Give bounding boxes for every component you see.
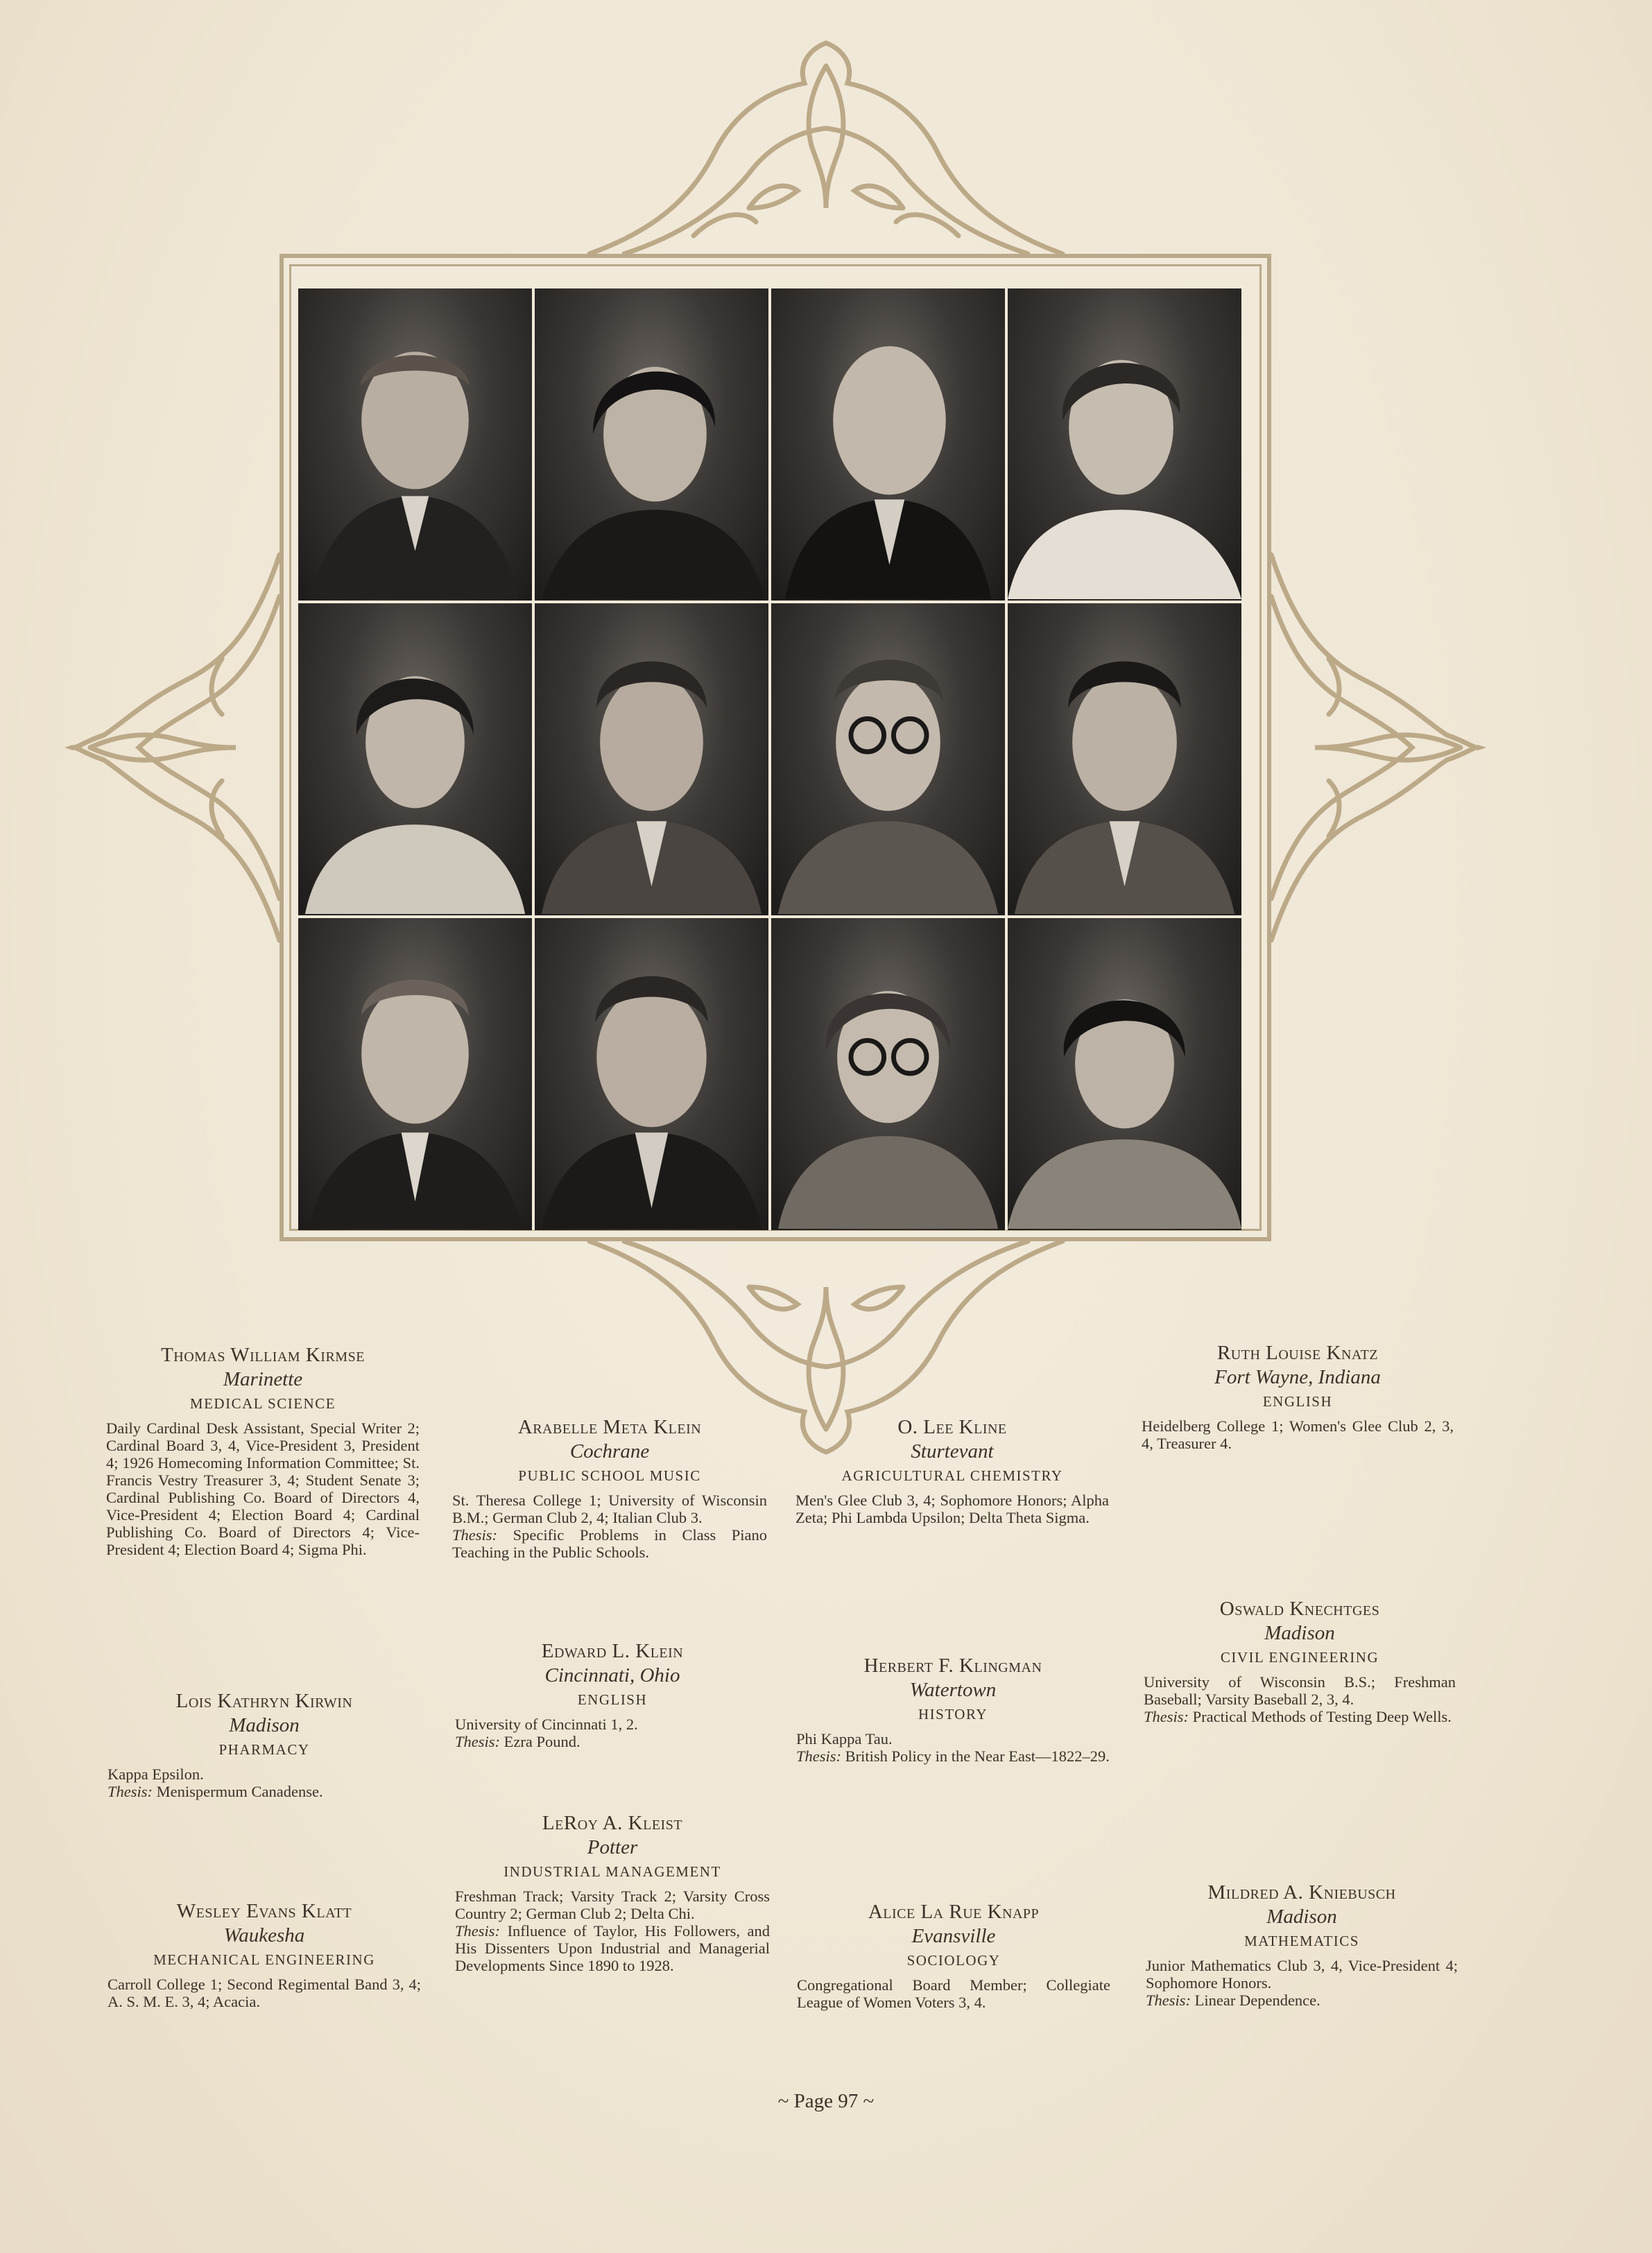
student-name: Arabelle Meta Klein <box>517 1416 702 1438</box>
activities: Kappa Epsilon. Thesis: Menispermum Canadense. <box>107 1766 323 1800</box>
student-name: Thomas William Kirmse <box>161 1344 365 1366</box>
entry-klatt <box>107 1900 421 2010</box>
portrait-figure <box>771 603 1005 915</box>
activities: St. Theresa College 1; University of Wisconsin B.M.; German Club 2, 4; Italian Club 3. Thesis: Specific Problems in Class Piano Teaching in the Public Schools. <box>452 1492 768 1561</box>
portrait-photo-12 <box>1008 918 1241 1230</box>
department: MEDICAL SCIENCE <box>189 1395 336 1412</box>
entry-kniebusch <box>1146 1881 1458 2009</box>
entry-knechtges <box>1144 1598 1456 1725</box>
hometown: Waukesha <box>223 1924 305 1946</box>
student-name: Alice La Rue Knapp <box>868 1901 1040 1923</box>
entry-kirwin <box>107 1690 421 1800</box>
hometown: Watertown <box>909 1679 997 1701</box>
activities: Men's Glee Club 3, 4; Sophomore Honors; Alpha Zeta; Phi Lambda Upsilon; Delta Theta Sigma. <box>795 1492 1109 1526</box>
student-name: Ruth Louise Knatz <box>1216 1342 1379 1364</box>
student-name: Mildred A. Kniebusch <box>1207 1881 1396 1904</box>
department: SOCIOLOGY <box>906 1952 1001 1969</box>
entry-knapp <box>797 1901 1110 2011</box>
department: MECHANICAL ENGINEERING <box>153 1951 375 1968</box>
portrait-figure <box>771 288 1005 601</box>
portrait-photo-10 <box>535 918 768 1230</box>
department: HISTORY <box>918 1706 988 1723</box>
hometown: Cincinnati, Ohio <box>544 1664 680 1686</box>
portrait-photo-9 <box>298 918 532 1230</box>
student-name: Herbert F. Klingman <box>863 1655 1042 1677</box>
entry-klein-e <box>455 1640 770 1750</box>
department: CIVIL ENGINEERING <box>1220 1649 1379 1666</box>
entry-knatz <box>1142 1342 1454 1452</box>
entry-kleist <box>455 1812 770 1974</box>
student-name: O. Lee Kline <box>897 1416 1007 1438</box>
department: PUBLIC SCHOOL MUSIC <box>518 1467 701 1484</box>
student-name: Lois Kathryn Kirwin <box>175 1690 353 1712</box>
department: MATHEMATICS <box>1244 1933 1359 1949</box>
entry-klingman <box>796 1655 1110 1765</box>
activities: Freshman Track; Varsity Track 2; Varsity Cross Country 2; German Club 2; Delta Chi. Thesis: Influence of Taylor, His Followers, and His Dissenters Upon Industrial and Managerial Developments Since 1890 to 1928. <box>455 1888 771 1974</box>
portrait-figure <box>1008 288 1241 601</box>
portrait-figure <box>535 603 768 915</box>
portrait-photo-8 <box>1008 603 1241 915</box>
activities: Carroll College 1; Second Regimental Band 3, 4; A. S. M. E. 3, 4; Acacia. <box>107 1976 421 2010</box>
student-name: Edward L. Klein <box>541 1640 684 1662</box>
portrait-figure <box>535 918 768 1230</box>
activities: Phi Kappa Tau. Thesis: British Policy in the Near East—1822–29. <box>796 1730 1110 1765</box>
department: PHARMACY <box>218 1741 310 1758</box>
portrait-figure <box>535 288 768 601</box>
department: ENGLISH <box>1262 1393 1333 1410</box>
hometown: Cochrane <box>569 1440 650 1462</box>
portrait-photo-4 <box>1008 288 1241 601</box>
portrait-photo-6 <box>535 603 768 915</box>
activities: University of Wisconsin B.S.; Freshman Baseball; Varsity Baseball 2, 3, 4. Thesis: Practical Methods of Testing Deep Wells. <box>1144 1673 1456 1725</box>
portrait-photo-11 <box>771 918 1005 1230</box>
activities: Daily Cardinal Desk Assistant, Special Writer 2; Cardinal Board 3, 4, Vice-President 3, President 4; 1926 Homecoming Information Committee; St. Francis Vestry Treasurer 3, 4; Student Senate 3; Cardinal Publishing Co. Board of Directors 4, Vice-President 4; Election Board 4; Cardinal Publishing Co. Board of Directors 4; Vice-President 4; Election Board 4; Sigma Phi. <box>106 1419 420 1558</box>
portrait-photo-5 <box>298 603 532 915</box>
activities: Junior Mathematics Club 3, 4, Vice-President 4; Sophomore Honors. Thesis: Linear Dependence. <box>1146 1957 1458 2009</box>
activities: Congregational Board Member; Collegiate League of Women Voters 3, 4. <box>797 1976 1110 2011</box>
hometown: Potter <box>587 1836 638 1858</box>
entry-kirmse <box>106 1344 420 1558</box>
hometown: Madison <box>229 1714 300 1736</box>
portrait-figure <box>1008 918 1241 1230</box>
portrait-photo-1 <box>298 288 532 601</box>
entry-kline <box>795 1416 1109 1526</box>
hometown: Marinette <box>223 1368 303 1390</box>
hometown: Sturtevant <box>911 1440 994 1462</box>
hometown: Evansville <box>911 1925 996 1947</box>
portrait-figure <box>298 603 532 915</box>
portrait-figure <box>1008 603 1241 915</box>
hometown: Madison <box>1266 1906 1337 1928</box>
entry-klein-a <box>452 1416 767 1561</box>
hometown: Madison <box>1264 1622 1335 1644</box>
activities: University of Cincinnati 1, 2. Thesis: Ezra Pound. <box>455 1716 638 1750</box>
activities: Heidelberg College 1; Women's Glee Club 2, 3, 4, Treasurer 4. <box>1142 1417 1454 1452</box>
portrait-grid <box>298 288 1241 1230</box>
portrait-figure <box>771 918 1005 1230</box>
portrait-photo-2 <box>535 288 768 601</box>
student-name: Wesley Evans Klatt <box>176 1900 352 1922</box>
student-name: LeRoy A. Kleist <box>542 1812 683 1834</box>
page-number: ~ Page 97 ~ <box>777 2090 875 2112</box>
portrait-figure <box>298 918 532 1230</box>
department: INDUSTRIAL MANAGEMENT <box>504 1863 721 1880</box>
hometown: Fort Wayne, Indiana <box>1214 1366 1381 1388</box>
department: ENGLISH <box>577 1691 648 1708</box>
portrait-photo-7 <box>771 603 1005 915</box>
portrait-photo-3 <box>771 288 1005 601</box>
department: AGRICULTURAL CHEMISTRY <box>841 1467 1063 1484</box>
portrait-figure <box>298 288 532 601</box>
student-name: Oswald Knechtges <box>1219 1598 1380 1620</box>
